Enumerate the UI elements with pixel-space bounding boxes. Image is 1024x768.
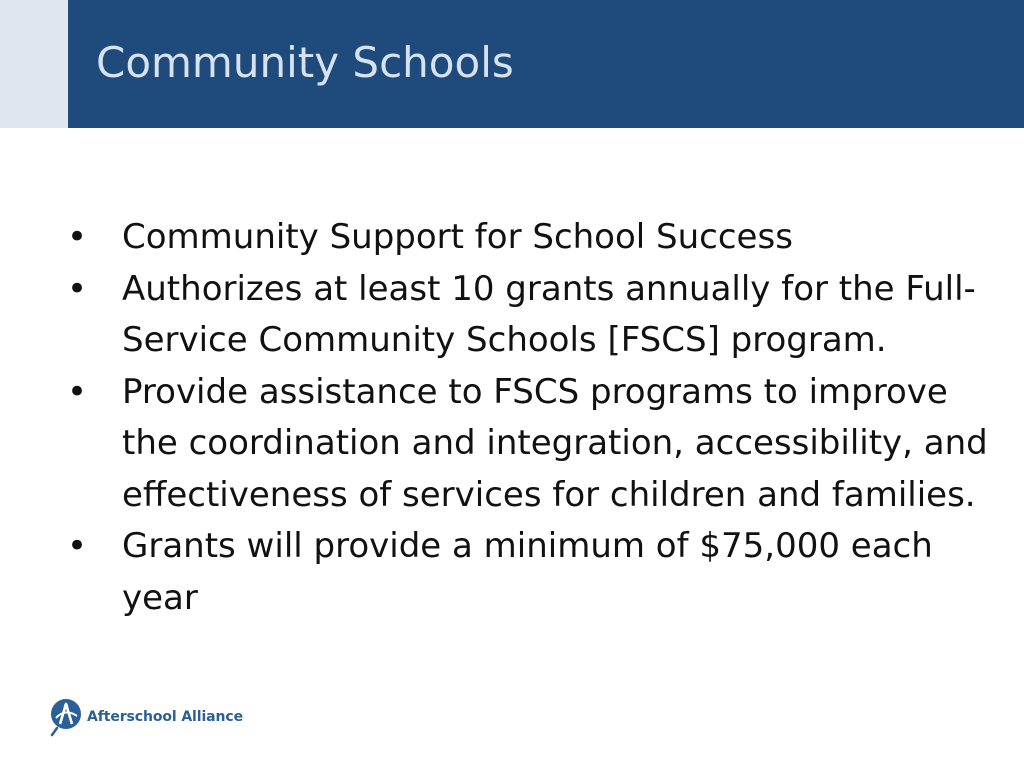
bullet-text: Grants will provide a minimum of $75,000 each year [122,526,933,618]
bullet-dot-icon: • [66,526,88,566]
bullet-text: Community Support for School Success [122,217,793,257]
bullet-item [66,264,1006,367]
bullet-text: Provide assistance to FSCS programs to improve the coordination and integration, accessibility, and effectiveness of services for children and families. [122,371,988,515]
logo-text: Afterschool Alliance [87,709,243,725]
slide-title: Community Schools [96,38,514,87]
header-left-stripe [0,0,68,128]
footer-logo [50,697,243,737]
bullet-dot-icon: • [66,217,88,257]
afterschool-alliance-logo-icon [50,697,82,737]
bullet-item [66,212,1006,264]
bullet-dot-icon: • [66,371,88,412]
bullet-item [66,521,1006,624]
bullet-dot-icon: • [66,268,88,309]
bullet-list [66,212,1006,624]
title-bar [68,0,1024,128]
bullet-text: Authorizes at least 10 grants annually for the Full-Service Community Schools [FSCS] program. [122,268,976,360]
bullet-item [66,367,1006,522]
